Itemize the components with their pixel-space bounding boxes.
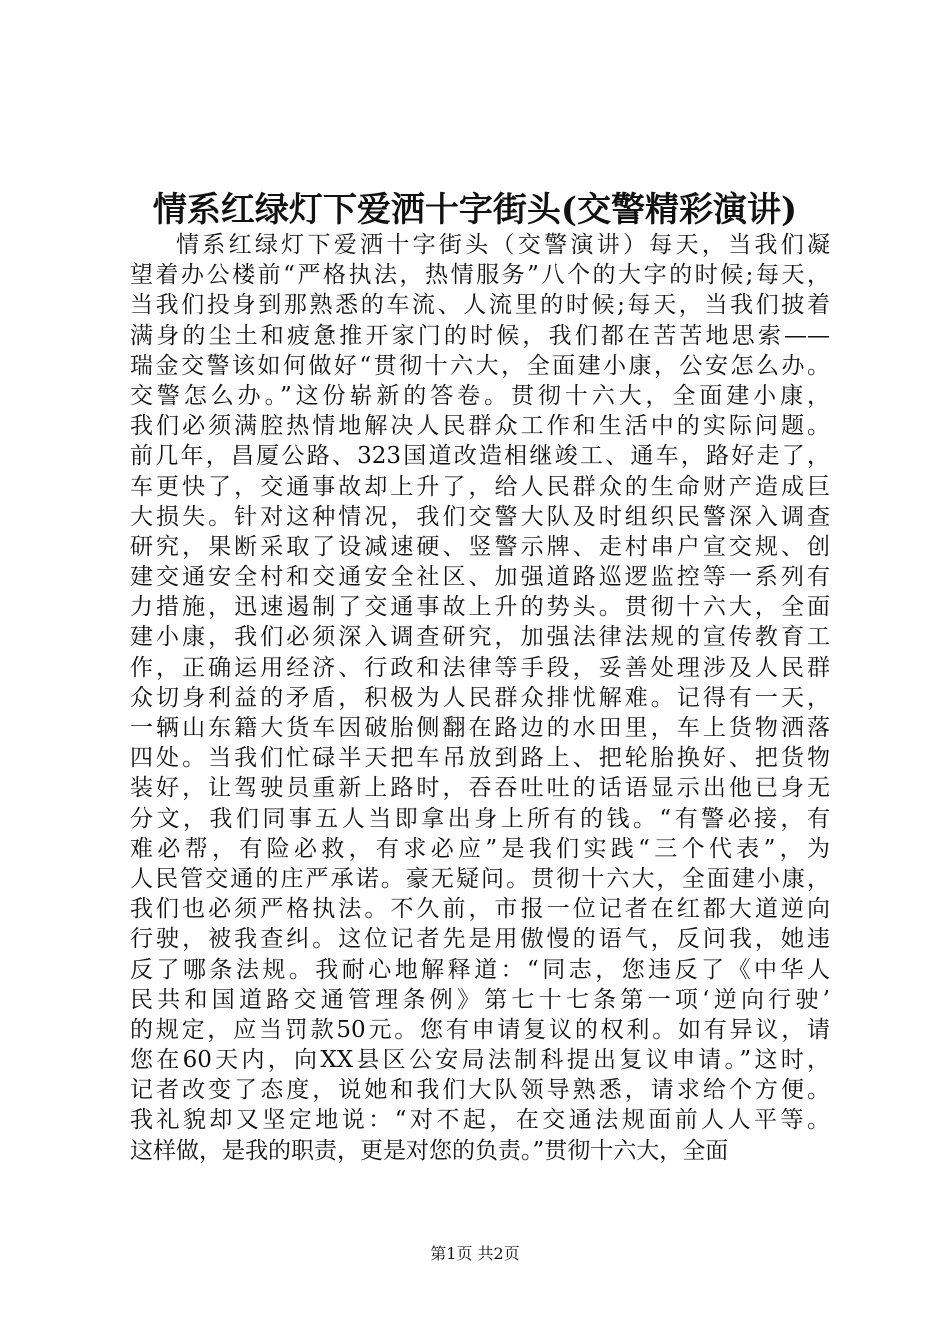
body-line: 我们必须满腔热情地解决人民群众工作和生活中的实际问题。 xyxy=(130,413,830,440)
body-line: 满身的尘土和疲惫推开家门的时候，我们都在苦苦地思索—— xyxy=(130,322,830,349)
body-line: 研究，果断采取了设减速硬、竖警示牌、走村串户宣交规、创 xyxy=(130,533,830,560)
body-line: 当我们投身到那熟悉的车流、人流里的时候;每天，当我们披着 xyxy=(130,292,830,319)
body-line: 交警怎么办。”这份崭新的答卷。贯彻十六大，全面建小康， xyxy=(130,382,830,409)
body-line: 这样做，是我的职责，更是对您的负责。”贯彻十六大，全面 xyxy=(130,1137,729,1164)
body-line: 的规定，应当罚款50元。您有申请复议的权利。如有异议，请 xyxy=(130,1016,830,1043)
body-line: 前几年，昌厦公路、323国道改造相继竣工、通车，路好走了， xyxy=(130,443,830,470)
body-line: 大损失。针对这种情况，我们交警大队及时组织民警深入调查 xyxy=(130,503,830,530)
body-line: 众切身利益的矛盾，积极为人民群众排忧解难。记得有一天， xyxy=(130,684,830,711)
body-line: 难必帮，有险必救，有求必应”是我们实践“三个代表”，为 xyxy=(130,835,830,862)
body-line: 一辆山东籍大货车因破胎侧翻在路边的水田里，车上货物洒落 xyxy=(130,715,830,741)
body-line: 民共和国道路交通管理条例》第七十七条第一项‘逆向行驶’ xyxy=(130,986,830,1013)
body-line: 记者改变了态度，说她和我们大队领导熟悉，请求给个方便。 xyxy=(130,1077,830,1104)
body-line: 建小康，我们必须深入调查研究，加强法律法规的宣传教育工 xyxy=(130,624,830,651)
document-title: 情系红绿灯下爱洒十字街头(交警精彩演讲) xyxy=(152,190,798,230)
body-line: 我们也必须严格执法。不久前，市报一位记者在红都大道逆向 xyxy=(130,896,830,923)
document-body xyxy=(130,230,830,1166)
page-footer: 第1页 共2页 xyxy=(430,1244,520,1263)
body-line: 力措施，迅速遏制了交通事故上升的势头。贯彻十六大，全面 xyxy=(130,594,830,621)
body-line: 四处。当我们忙碌半天把车吊放到路上、把轮胎换好、把货物 xyxy=(130,745,830,772)
body-line: 装好，让驾驶员重新上路时，吞吞吐吐的话语显示出他已身无 xyxy=(130,775,830,802)
body-line: 作，正确运用经济、行政和法律等手段，妥善处理涉及人民群 xyxy=(130,654,830,681)
body-line: 您在60天内，向XX县区公安局法制科提出复议申请。”这时， xyxy=(130,1047,830,1074)
body-line: 分文，我们同事五人当即拿出身上所有的钱。“有警必接，有 xyxy=(130,805,830,832)
body-line: 建交通安全村和交通安全社区、加强道路巡逻监控等一系列有 xyxy=(130,564,830,591)
body-line: 情系红绿灯下爱洒十字街头（交警演讲）每天，当我们凝 xyxy=(176,232,830,258)
body-line: 望着办公楼前“严格执法，热情服务”八个的大字的时候;每天， xyxy=(130,262,830,289)
body-line: 反了哪条法规。我耐心地解释道：“同志，您违反了《中华人 xyxy=(130,956,830,983)
body-line: 行驶，被我查纠。这位记者先是用傲慢的语气，反问我，她违 xyxy=(130,926,830,953)
body-line: 人民管交通的庄严承诺。豪无疑问。贯彻十六大，全面建小康， xyxy=(130,865,830,892)
body-line: 车更快了，交通事故却上升了，给人民群众的生命财产造成巨 xyxy=(130,473,830,500)
body-line: 瑞金交警该如何做好“贯彻十六大，全面建小康，公安怎么办。 xyxy=(130,352,830,379)
body-line: 我礼貌却又坚定地说：“对不起，在交通法规面前人人平等。 xyxy=(130,1107,830,1134)
